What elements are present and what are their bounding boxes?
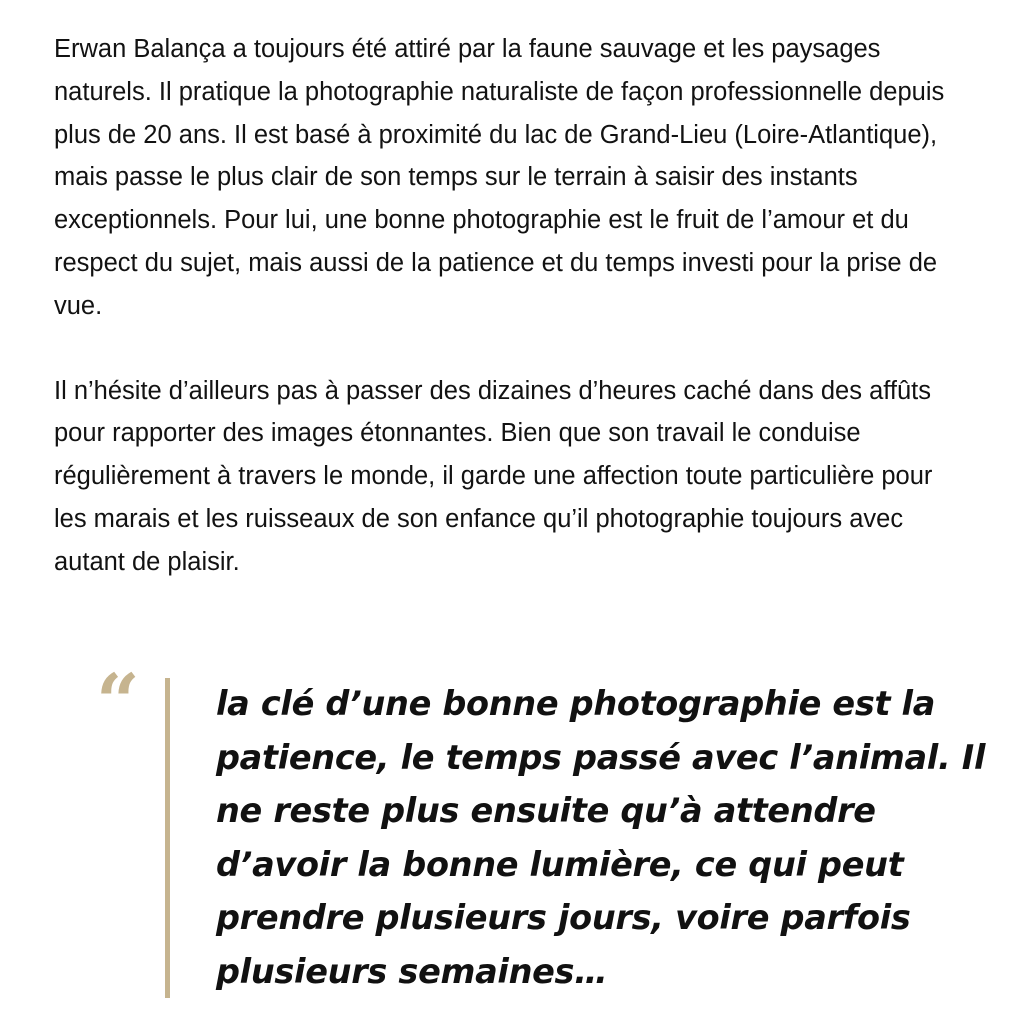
quote-text: la clé d’une bonne photographie est la patience, le temps passé avec l’animal. Il ne reste plus ensuite qu’à attendre d’avoir la bonne lumière, ce qui peut prendre plusieurs jours, voire parfois plusieurs semaines… xyxy=(216,684,986,991)
article-paragraph-1: Erwan Balança a toujours été attiré par la faune sauvage et les paysages naturels. Il pratique la photographie naturaliste de façon professionnelle depuis plus de 20 ans. Il est basé à proximité du lac de Grand-Lieu (Loire-Atlantique), mais passe le plus clair de son temps sur le terrain à saisir des instants exceptionnels. Pour lui, une bonne photographie est le fruit de l’amour et du respect du sujet, mais aussi de la patience et du temps investi pour la prise de vue. xyxy=(54,35,945,320)
article-body xyxy=(54,28,959,584)
quote-icon: “ xyxy=(96,657,140,746)
pull-quote xyxy=(94,657,999,1000)
article-paragraph-2: Il n’hésite d’ailleurs pas à passer des dizaines d’heures caché dans des affûts pour rapporter des images étonnantes. Bien que son travail le conduise régulièrement à travers le monde, il garde une affection toute particulière pour les marais et les ruisseaux de son enfance qu’il photographie toujours avec autant de plaisir. xyxy=(54,376,933,576)
quote-accent-bar xyxy=(165,678,170,998)
